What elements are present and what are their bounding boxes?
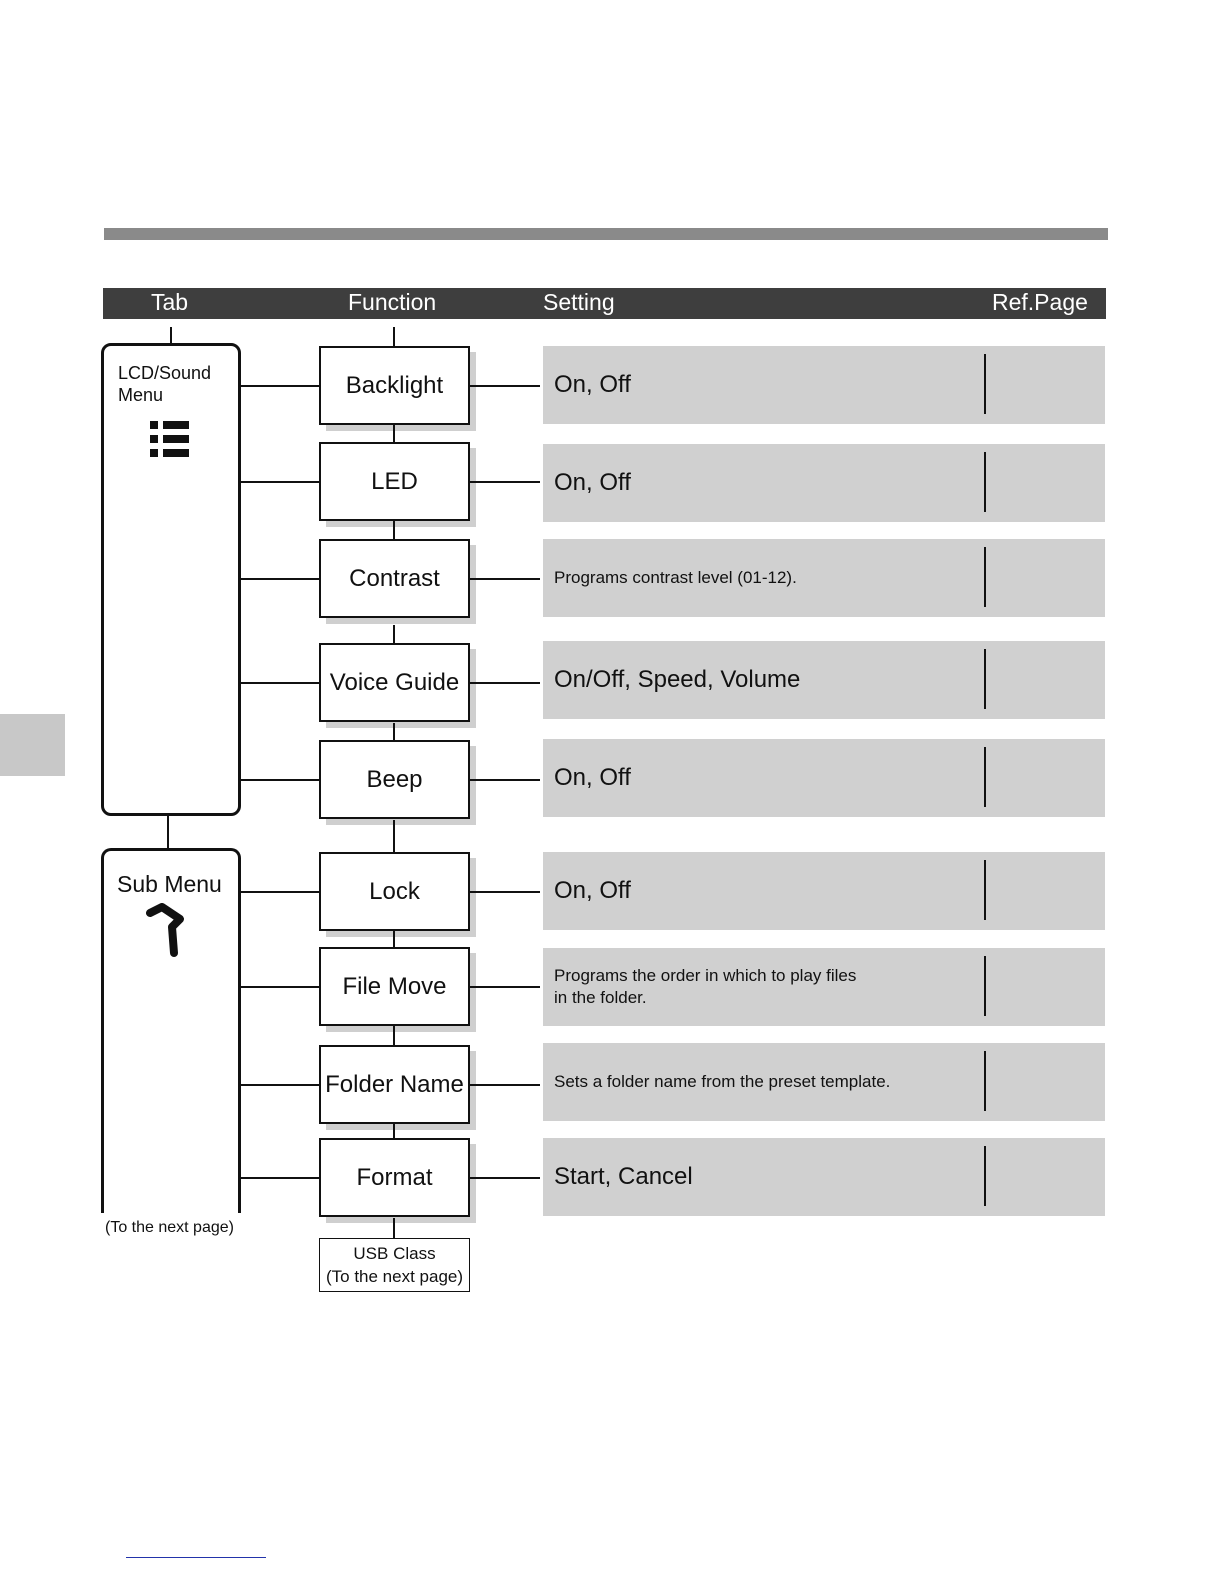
- setting-text: Programs the order in which to play files in the folder.: [554, 966, 857, 1007]
- setting-text: On, Off: [554, 469, 631, 496]
- connector: [470, 385, 540, 387]
- setting-text: On, Off: [554, 877, 631, 904]
- ref-page-divider: [984, 354, 986, 414]
- setting-cell: [543, 346, 1105, 424]
- function-box: Format: [319, 1138, 470, 1217]
- ref-page-divider: [984, 649, 986, 709]
- usb-class-note: (To the next page): [325, 1267, 464, 1286]
- connector: [241, 385, 319, 387]
- connector: [470, 891, 540, 893]
- ref-page-divider: [984, 452, 986, 512]
- connector: [393, 1026, 395, 1046]
- connector: [241, 1177, 319, 1179]
- connector: [470, 481, 540, 483]
- ref-page-divider: [984, 860, 986, 920]
- tab-lcd-sound-menu: [101, 343, 241, 816]
- header-setting: Setting: [543, 289, 615, 315]
- ref-page-divider: [984, 956, 986, 1016]
- function-box: Backlight: [319, 346, 470, 425]
- connector: [393, 425, 395, 443]
- usb-class-box: [319, 1238, 470, 1292]
- setting-cell: [543, 444, 1105, 522]
- tab-label: LCD/Sound Menu: [118, 363, 212, 405]
- connector: [241, 578, 319, 580]
- connector: [393, 1218, 395, 1239]
- top-rule: [104, 228, 1108, 240]
- setting-cell: [543, 539, 1105, 617]
- function-box: Voice Guide: [319, 643, 470, 722]
- usb-class-label: USB Class: [353, 1244, 436, 1263]
- ref-page-divider: [984, 1051, 986, 1111]
- connector: [241, 891, 319, 893]
- connector: [241, 779, 319, 781]
- connector: [470, 986, 540, 988]
- chapter-side-tab: [0, 714, 65, 776]
- connector: [470, 1084, 540, 1086]
- function-box: Folder Name: [319, 1045, 470, 1124]
- function-box: LED: [319, 442, 470, 521]
- wrench-icon: [146, 903, 188, 957]
- connector: [167, 816, 169, 849]
- footer-rule: [126, 1557, 266, 1558]
- setting-text: On, Off: [554, 764, 631, 791]
- connector: [170, 327, 172, 344]
- setting-cell: [543, 641, 1105, 719]
- connector: [393, 820, 395, 853]
- connector: [241, 682, 319, 684]
- setting-text: On/Off, Speed, Volume: [554, 666, 801, 693]
- function-box: Contrast: [319, 539, 470, 618]
- header-ref-page: Ref.Page: [992, 289, 1088, 315]
- setting-text: Sets a folder name from the preset template.: [554, 1072, 891, 1091]
- setting-cell: [543, 1138, 1105, 1216]
- tab-label: Sub Menu: [117, 871, 222, 897]
- connector: [241, 481, 319, 483]
- list-icon: [149, 420, 191, 458]
- connector: [470, 779, 540, 781]
- header-tab: Tab: [151, 289, 189, 315]
- function-box: File Move: [319, 947, 470, 1026]
- connector: [393, 327, 395, 346]
- connector: [241, 1084, 319, 1086]
- tab-continuation-note: (To the next page): [105, 1219, 234, 1236]
- function-box: Lock: [319, 852, 470, 931]
- header-function: Function: [348, 289, 437, 315]
- ref-page-divider: [984, 1146, 986, 1206]
- setting-text: Programs contrast level (01-12).: [554, 568, 797, 587]
- setting-cell: [543, 852, 1105, 930]
- setting-cell: [543, 1043, 1105, 1121]
- table-header: [103, 288, 1106, 319]
- connector: [393, 723, 395, 741]
- connector: [393, 625, 395, 645]
- ref-page-divider: [984, 547, 986, 607]
- setting-text: Start, Cancel: [554, 1163, 693, 1190]
- connector: [241, 986, 319, 988]
- setting-cell: [543, 739, 1105, 817]
- function-box: Beep: [319, 740, 470, 819]
- connector: [393, 1123, 395, 1140]
- connector: [470, 1177, 540, 1179]
- connector: [393, 520, 395, 540]
- ref-page-divider: [984, 747, 986, 807]
- setting-text: On, Off: [554, 371, 631, 398]
- setting-cell: [543, 948, 1105, 1026]
- connector: [393, 930, 395, 948]
- connector: [470, 578, 540, 580]
- connector: [470, 682, 540, 684]
- tab-sub-menu: [101, 848, 241, 1213]
